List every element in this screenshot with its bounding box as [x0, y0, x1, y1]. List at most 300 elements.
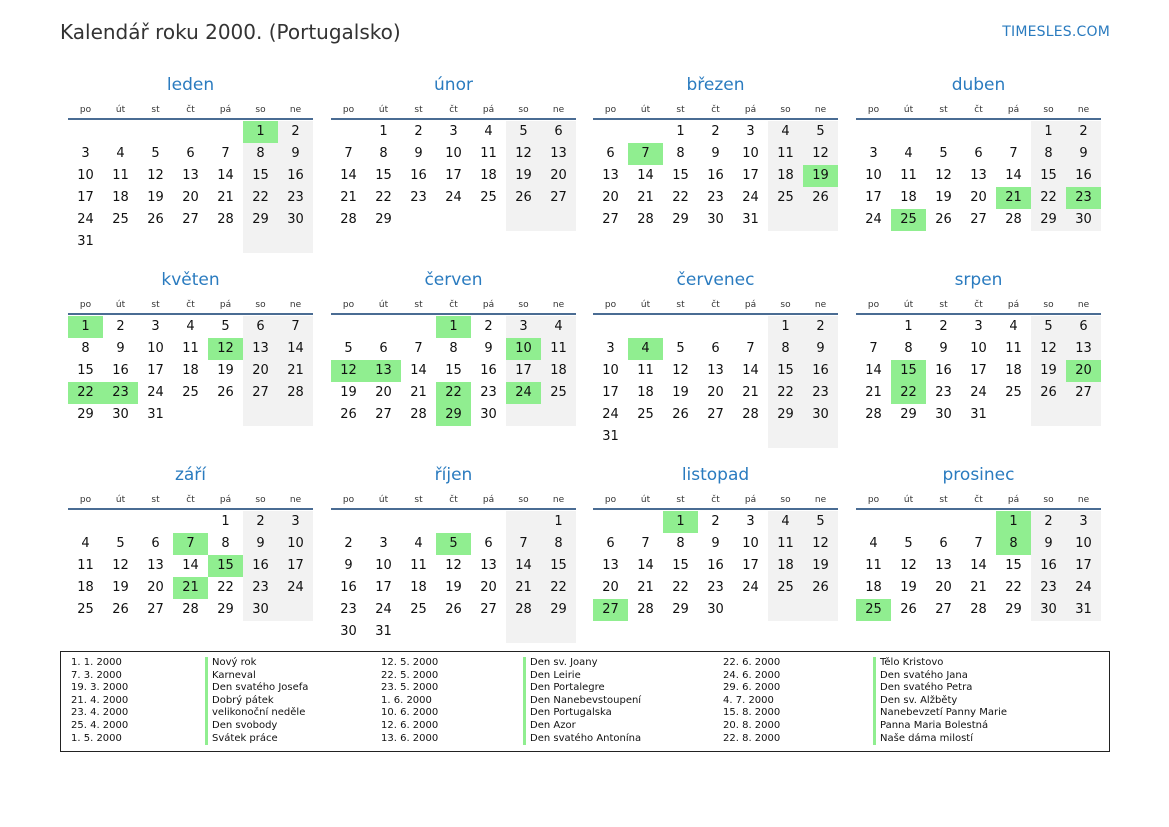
month-name: květen	[161, 270, 220, 290]
legend-names-column	[205, 657, 308, 745]
weekday-label: ne	[552, 495, 565, 505]
day-cell: 5	[506, 121, 541, 143]
empty-cell	[891, 121, 926, 143]
day-cell: 5	[803, 511, 838, 533]
day-cell: 9	[414, 146, 423, 161]
day-cell: 27	[602, 212, 619, 227]
weekday-label: ne	[814, 300, 827, 310]
day-cell: 23	[707, 190, 724, 205]
day-cell: 4	[484, 124, 493, 139]
day-cell: 1	[663, 511, 698, 533]
weekday-label: po	[342, 105, 355, 115]
day-cell: 15	[541, 555, 576, 577]
weekday-label: so	[518, 495, 529, 505]
weekday-label: st	[939, 300, 948, 310]
month-březen	[593, 70, 838, 231]
weekday-label: pá	[744, 300, 757, 310]
day-cell: 19	[935, 190, 952, 205]
day-cell: 27	[707, 407, 724, 422]
day-cell: 7	[278, 316, 313, 338]
day-cell: 28	[182, 602, 199, 617]
weekday-label: st	[414, 105, 423, 115]
day-cell: 30	[1031, 599, 1066, 621]
day-cell: 13	[366, 360, 401, 382]
day-cell: 7	[746, 341, 755, 356]
month-červenec	[593, 265, 838, 448]
weekday-label: pá	[219, 300, 232, 310]
day-cell: 17	[865, 190, 882, 205]
day-cell: 27	[147, 602, 164, 617]
day-cell: 25	[182, 385, 199, 400]
day-cell: 15	[891, 360, 926, 382]
weekday-label: út	[115, 300, 126, 310]
empty-cell	[103, 231, 138, 253]
day-cell: 17	[970, 363, 987, 378]
empty-cell	[366, 316, 401, 338]
weekday-label: st	[414, 495, 423, 505]
holiday-date: 22. 6. 2000	[723, 657, 781, 668]
month-name: listopad	[681, 465, 750, 485]
weekday-label: pá	[219, 105, 232, 115]
day-cell: 31	[375, 624, 392, 639]
weekday-label: ne	[289, 105, 302, 115]
day-cell: 5	[151, 146, 160, 161]
empty-cell	[208, 404, 243, 426]
weekday-label: út	[640, 495, 651, 505]
holiday-date: 7. 3. 2000	[71, 669, 122, 681]
empty-cell	[331, 511, 366, 533]
day-cell: 15	[77, 363, 94, 378]
legend-names-column	[523, 657, 641, 745]
day-cell: 3	[506, 316, 541, 338]
day-cell: 30	[278, 209, 313, 231]
day-cell: 5	[1031, 316, 1066, 338]
day-cell: 10	[1066, 533, 1101, 555]
weekday-label: po	[79, 495, 92, 505]
month-name: červenec	[676, 270, 755, 290]
empty-cell	[733, 599, 768, 621]
day-cell: 24	[970, 385, 987, 400]
day-cell: 7	[221, 146, 230, 161]
day-cell: 24	[865, 212, 882, 227]
day-cell: 15	[1031, 165, 1066, 187]
weekday-label: po	[867, 300, 880, 310]
day-cell: 23	[1066, 187, 1101, 209]
weekday-label: po	[867, 495, 880, 505]
day-cell: 14	[742, 363, 759, 378]
day-cell: 3	[869, 146, 878, 161]
day-cell: 26	[112, 602, 129, 617]
month-únor	[331, 70, 576, 231]
day-cell: 14	[217, 168, 234, 183]
day-cell: 4	[768, 121, 803, 143]
day-cell: 28	[217, 212, 234, 227]
weekday-label: so	[518, 300, 529, 310]
day-cell: 6	[151, 536, 160, 551]
weekday-header	[331, 295, 576, 315]
day-cell: 20	[707, 385, 724, 400]
day-grid	[68, 511, 313, 621]
day-cell: 16	[410, 168, 427, 183]
day-cell: 23	[243, 577, 278, 599]
day-cell: 21	[278, 360, 313, 382]
weekday-label: út	[903, 495, 914, 505]
empty-cell	[768, 209, 803, 231]
day-cell: 10	[742, 146, 759, 161]
day-cell: 4	[869, 536, 878, 551]
day-cell: 25	[891, 209, 926, 231]
day-grid	[593, 121, 838, 231]
day-cell: 18	[865, 580, 882, 595]
weekday-label: so	[518, 105, 529, 115]
empty-cell	[768, 599, 803, 621]
day-cell: 11	[480, 146, 497, 161]
month-srpen	[856, 265, 1101, 426]
weekday-header	[331, 100, 576, 120]
day-cell: 21	[506, 577, 541, 599]
weekday-label: čt	[186, 495, 195, 505]
empty-cell	[593, 121, 628, 143]
day-cell: 13	[707, 363, 724, 378]
empty-cell	[803, 209, 838, 231]
day-cell: 16	[1031, 555, 1066, 577]
day-cell: 6	[379, 341, 388, 356]
day-cell: 26	[445, 602, 462, 617]
day-cell: 24	[1066, 577, 1101, 599]
day-cell: 6	[711, 341, 720, 356]
day-cell: 24	[742, 580, 759, 595]
weekday-label: ne	[289, 495, 302, 505]
weekday-label: út	[115, 105, 126, 115]
day-cell: 23	[935, 385, 952, 400]
empty-cell	[173, 511, 208, 533]
day-cell: 14	[637, 558, 654, 573]
day-cell: 30	[935, 407, 952, 422]
day-cell: 2	[116, 319, 125, 334]
holiday-date: 25. 4. 2000	[71, 719, 129, 731]
empty-cell	[593, 316, 628, 338]
weekday-label: čt	[711, 300, 720, 310]
day-cell: 8	[676, 536, 685, 551]
weekday-label: po	[79, 300, 92, 310]
weekday-label: pá	[482, 300, 495, 310]
day-cell: 19	[506, 165, 541, 187]
month-name: duben	[951, 75, 1006, 95]
day-cell: 24	[77, 212, 94, 227]
day-cell: 24	[278, 577, 313, 599]
day-cell: 10	[742, 536, 759, 551]
day-cell: 31	[77, 234, 94, 249]
holiday-date: 20. 8. 2000	[723, 719, 781, 731]
day-cell: 12	[112, 558, 129, 573]
empty-cell	[803, 426, 838, 448]
weekday-label: st	[939, 105, 948, 115]
day-cell: 11	[768, 533, 803, 555]
site-link[interactable]: TIMESLES.COM	[1002, 24, 1110, 40]
day-cell: 8	[221, 536, 230, 551]
day-cell: 4	[1009, 319, 1018, 334]
empty-cell	[1066, 404, 1101, 426]
empty-cell	[856, 316, 891, 338]
empty-cell	[401, 209, 436, 231]
day-cell: 29	[436, 404, 471, 426]
empty-cell	[961, 121, 996, 143]
day-cell: 8	[768, 338, 803, 360]
month-květen	[68, 265, 313, 426]
weekday-label: čt	[449, 300, 458, 310]
day-cell: 11	[900, 168, 917, 183]
day-cell: 20	[375, 385, 392, 400]
holiday-name: Tělo Kristovo	[873, 657, 1007, 670]
day-cell: 30	[707, 602, 724, 617]
day-cell: 23	[278, 187, 313, 209]
day-cell: 10	[375, 558, 392, 573]
day-cell: 13	[602, 558, 619, 573]
day-grid	[856, 121, 1101, 231]
empty-cell	[541, 621, 576, 643]
empty-cell	[663, 426, 698, 448]
empty-cell	[401, 621, 436, 643]
day-cell: 15	[1005, 558, 1022, 573]
day-cell: 10	[602, 363, 619, 378]
empty-cell	[471, 209, 506, 231]
empty-cell	[628, 511, 663, 533]
day-cell: 10	[445, 146, 462, 161]
day-cell: 8	[676, 146, 685, 161]
day-cell: 25	[1005, 385, 1022, 400]
day-cell: 28	[637, 212, 654, 227]
day-cell: 3	[1066, 511, 1101, 533]
day-cell: 16	[803, 360, 838, 382]
day-cell: 21	[173, 577, 208, 599]
day-cell: 18	[637, 385, 654, 400]
empty-cell	[401, 511, 436, 533]
weekday-label: pá	[482, 105, 495, 115]
empty-cell	[138, 121, 173, 143]
day-cell: 27	[480, 602, 497, 617]
day-cell: 21	[742, 385, 759, 400]
holiday-name: Nanebevzetí Panny Marie	[873, 707, 1007, 720]
weekday-label: st	[151, 105, 160, 115]
day-cell: 12	[803, 533, 838, 555]
empty-cell	[926, 511, 961, 533]
day-cell: 24	[375, 602, 392, 617]
day-cell: 15	[243, 165, 278, 187]
day-cell: 5	[904, 536, 913, 551]
day-cell: 24	[742, 190, 759, 205]
empty-cell	[208, 231, 243, 253]
day-cell: 16	[480, 363, 497, 378]
month-leden	[68, 70, 313, 253]
day-cell: 13	[541, 143, 576, 165]
day-cell: 9	[711, 536, 720, 551]
day-cell: 21	[996, 187, 1031, 209]
holiday-date: 22. 8. 2000	[723, 732, 781, 744]
day-cell: 21	[865, 385, 882, 400]
day-cell: 20	[935, 580, 952, 595]
day-cell: 6	[484, 536, 493, 551]
weekday-label: so	[1043, 300, 1054, 310]
empty-cell	[401, 316, 436, 338]
weekday-label: so	[1043, 105, 1054, 115]
day-cell: 20	[970, 190, 987, 205]
day-cell: 4	[414, 536, 423, 551]
empty-cell	[173, 231, 208, 253]
day-cell: 29	[541, 599, 576, 621]
day-cell: 27	[970, 212, 987, 227]
holiday-name: Den svobody	[205, 720, 308, 733]
day-cell: 19	[112, 580, 129, 595]
day-cell: 22	[436, 382, 471, 404]
day-cell: 9	[484, 341, 493, 356]
holiday-date: 12. 5. 2000	[381, 657, 439, 668]
day-grid	[331, 316, 576, 426]
holiday-date: 24. 6. 2000	[723, 669, 781, 681]
holiday-date: 1. 6. 2000	[381, 694, 432, 706]
day-cell: 22	[672, 580, 689, 595]
day-cell: 12	[1031, 338, 1066, 360]
day-cell: 9	[803, 338, 838, 360]
empty-cell	[733, 426, 768, 448]
day-cell: 9	[116, 341, 125, 356]
day-cell: 6	[541, 121, 576, 143]
day-cell: 4	[768, 511, 803, 533]
day-cell: 19	[1031, 360, 1066, 382]
holiday-name: Karneval	[205, 670, 308, 683]
weekday-header	[856, 295, 1101, 315]
day-cell: 24	[602, 407, 619, 422]
day-cell: 3	[81, 146, 90, 161]
weekday-label: st	[414, 300, 423, 310]
day-grid	[331, 511, 576, 643]
day-cell: 25	[541, 382, 576, 404]
day-cell: 6	[186, 146, 195, 161]
day-cell: 11	[637, 363, 654, 378]
day-cell: 30	[340, 624, 357, 639]
day-cell: 17	[742, 558, 759, 573]
day-cell: 2	[939, 319, 948, 334]
day-cell: 28	[340, 212, 357, 227]
day-cell: 20	[243, 360, 278, 382]
day-cell: 14	[970, 558, 987, 573]
weekday-label: čt	[711, 495, 720, 505]
day-cell: 5	[676, 341, 685, 356]
empty-cell	[331, 316, 366, 338]
day-cell: 24	[445, 190, 462, 205]
day-cell: 5	[221, 319, 230, 334]
holiday-date: 29. 6. 2000	[723, 682, 781, 694]
weekday-label: čt	[974, 105, 983, 115]
day-cell: 26	[506, 187, 541, 209]
day-cell: 18	[768, 555, 803, 577]
holiday-date: 21. 4. 2000	[71, 694, 129, 706]
day-cell: 16	[707, 558, 724, 573]
day-cell: 6	[606, 536, 615, 551]
day-cell: 21	[410, 385, 427, 400]
day-cell: 3	[974, 319, 983, 334]
day-cell: 7	[506, 533, 541, 555]
empty-cell	[68, 121, 103, 143]
empty-cell	[103, 511, 138, 533]
day-cell: 8	[81, 341, 90, 356]
weekday-label: út	[378, 495, 389, 505]
day-cell: 26	[217, 385, 234, 400]
day-cell: 11	[1005, 341, 1022, 356]
day-cell: 20	[602, 580, 619, 595]
day-cell: 7	[173, 533, 208, 555]
day-grid	[856, 316, 1101, 426]
weekday-label: pá	[744, 105, 757, 115]
day-cell: 6	[606, 146, 615, 161]
day-cell: 9	[1066, 143, 1101, 165]
day-cell: 3	[278, 511, 313, 533]
day-cell: 19	[900, 580, 917, 595]
day-cell: 4	[904, 146, 913, 161]
day-cell: 10	[970, 341, 987, 356]
holiday-name: Svátek práce	[205, 733, 308, 746]
day-cell: 21	[637, 190, 654, 205]
day-cell: 2	[711, 124, 720, 139]
day-cell: 11	[410, 558, 427, 573]
weekday-header	[68, 100, 313, 120]
empty-cell	[243, 404, 278, 426]
day-cell: 9	[344, 558, 353, 573]
day-cell: 23	[103, 382, 138, 404]
weekday-label: út	[903, 300, 914, 310]
day-cell: 16	[243, 555, 278, 577]
day-cell: 17	[506, 360, 541, 382]
day-cell: 22	[68, 382, 103, 404]
weekday-label: po	[867, 105, 880, 115]
day-cell: 15	[375, 168, 392, 183]
day-cell: 13	[147, 558, 164, 573]
day-cell: 28	[1005, 212, 1022, 227]
weekday-label: čt	[186, 300, 195, 310]
day-cell: 1	[676, 124, 685, 139]
day-cell: 19	[147, 190, 164, 205]
day-cell: 2	[344, 536, 353, 551]
day-cell: 26	[340, 407, 357, 422]
day-cell: 31	[742, 212, 759, 227]
empty-cell	[471, 621, 506, 643]
day-cell: 7	[344, 146, 353, 161]
day-cell: 29	[217, 602, 234, 617]
day-cell: 20	[541, 165, 576, 187]
day-cell: 13	[243, 338, 278, 360]
empty-cell	[243, 231, 278, 253]
month-prosinec	[856, 460, 1101, 621]
day-cell: 7	[641, 536, 650, 551]
weekday-header	[593, 490, 838, 510]
holiday-date: 19. 3. 2000	[71, 682, 129, 694]
day-cell: 15	[445, 363, 462, 378]
empty-cell	[698, 316, 733, 338]
day-grid	[593, 316, 838, 448]
weekday-label: po	[342, 300, 355, 310]
day-cell: 13	[602, 168, 619, 183]
day-cell: 8	[541, 533, 576, 555]
day-cell: 19	[217, 363, 234, 378]
weekday-label: út	[903, 105, 914, 115]
day-cell: 20	[480, 580, 497, 595]
weekday-header	[856, 490, 1101, 510]
day-cell: 26	[672, 407, 689, 422]
day-cell: 31	[602, 429, 619, 444]
day-cell: 16	[707, 168, 724, 183]
weekday-label: po	[342, 495, 355, 505]
weekday-label: ne	[552, 300, 565, 310]
holiday-name: Den Portalegre	[523, 682, 641, 695]
